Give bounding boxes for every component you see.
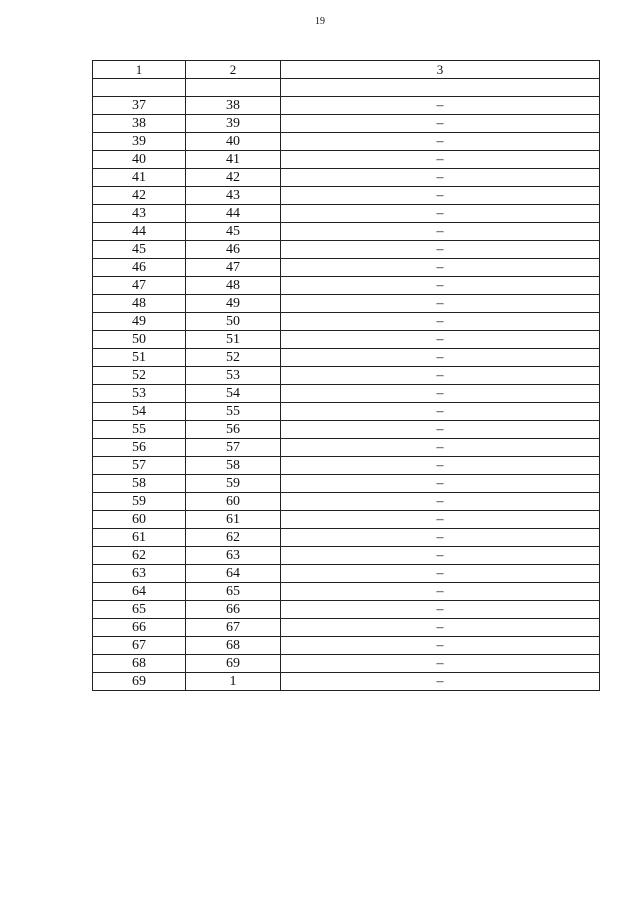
table-cell-col-2: 62 [186, 529, 281, 547]
table-row [93, 655, 600, 673]
table-cell-col-1: 55 [93, 421, 186, 439]
table-cell-col-2: 51 [186, 331, 281, 349]
column-header-2: 2 [186, 61, 281, 79]
table-cell-col-2: 67 [186, 619, 281, 637]
table-cell-col-3: – [281, 331, 600, 349]
table-cell-col-1: 44 [93, 223, 186, 241]
table-cell-col-1: 45 [93, 241, 186, 259]
table-cell-col-2: 68 [186, 637, 281, 655]
page-number: 19 [315, 16, 325, 27]
table-cell-col-2: 40 [186, 133, 281, 151]
table-row [93, 295, 600, 313]
table-row [93, 547, 600, 565]
table-cell-col-3: – [281, 547, 600, 565]
table-cell-col-2: 48 [186, 277, 281, 295]
table-row [93, 115, 600, 133]
data-table [92, 60, 600, 691]
empty-row [93, 79, 600, 97]
table-cell-col-1: 47 [93, 277, 186, 295]
table-cell-col-2: 65 [186, 583, 281, 601]
table-cell-col-1: 38 [93, 115, 186, 133]
table-cell-col-1: 65 [93, 601, 186, 619]
table-cell-col-1: 54 [93, 403, 186, 421]
header-row [93, 61, 600, 79]
table-cell-col-1: 68 [93, 655, 186, 673]
table-cell-col-1: 63 [93, 565, 186, 583]
table-cell-col-1: 49 [93, 313, 186, 331]
table-row [93, 565, 600, 583]
table-row [93, 583, 600, 601]
table-row [93, 403, 600, 421]
table-cell-col-2: 43 [186, 187, 281, 205]
table-cell-col-1: 43 [93, 205, 186, 223]
table-cell-col-3: – [281, 511, 600, 529]
table-cell-col-2: 58 [186, 457, 281, 475]
table-cell-col-1: 61 [93, 529, 186, 547]
table-row [93, 277, 600, 295]
table-cell-col-3: – [281, 601, 600, 619]
table-row [93, 349, 600, 367]
table-cell-col-2: 41 [186, 151, 281, 169]
table-row [93, 331, 600, 349]
table-cell-col-1: 39 [93, 133, 186, 151]
table-row [93, 475, 600, 493]
table-cell-col-3: – [281, 115, 600, 133]
column-header-3: 3 [281, 61, 600, 79]
table-cell-col-2: 50 [186, 313, 281, 331]
table-cell-col-1: 53 [93, 385, 186, 403]
table-cell-col-1: 64 [93, 583, 186, 601]
table-row [93, 313, 600, 331]
table-cell-col-1: 52 [93, 367, 186, 385]
table-cell-col-2: 53 [186, 367, 281, 385]
table-cell-col-2: 66 [186, 601, 281, 619]
table-cell-col-3: – [281, 529, 600, 547]
table-cell-col-2: 57 [186, 439, 281, 457]
table-cell-col-3: – [281, 403, 600, 421]
table-row [93, 511, 600, 529]
column-header-1: 1 [93, 61, 186, 79]
table-cell-col-3: – [281, 385, 600, 403]
table-row [93, 619, 600, 637]
table-cell-col-1: 60 [93, 511, 186, 529]
table-cell-col-1: 59 [93, 493, 186, 511]
table-cell-col-3: – [281, 259, 600, 277]
table-cell-col-1: 66 [93, 619, 186, 637]
table-cell-col-3: – [281, 637, 600, 655]
table-cell-col-2: 60 [186, 493, 281, 511]
table-cell-col-2: 49 [186, 295, 281, 313]
table-cell-col-2: 63 [186, 547, 281, 565]
table-cell-col-1: 51 [93, 349, 186, 367]
table-cell-col-1: 67 [93, 637, 186, 655]
table-cell-col-3: – [281, 133, 600, 151]
table-cell-col-3: – [281, 421, 600, 439]
table-cell-col-2: 56 [186, 421, 281, 439]
table-cell-col-3: – [281, 205, 600, 223]
table-cell-col-3: – [281, 97, 600, 115]
table-row [93, 187, 600, 205]
table-cell-col-3: – [281, 277, 600, 295]
table-cell-col-3: – [281, 583, 600, 601]
table-row [93, 385, 600, 403]
table-cell-col-2: 38 [186, 97, 281, 115]
table-row [93, 223, 600, 241]
empty-cell [93, 79, 186, 97]
table-row [93, 529, 600, 547]
table-cell-col-1: 46 [93, 259, 186, 277]
table-cell-col-2: 52 [186, 349, 281, 367]
table-cell-col-2: 54 [186, 385, 281, 403]
table-cell-col-2: 55 [186, 403, 281, 421]
table-cell-col-2: 69 [186, 655, 281, 673]
table-cell-col-2: 46 [186, 241, 281, 259]
table-cell-col-3: – [281, 565, 600, 583]
table-cell-col-1: 40 [93, 151, 186, 169]
table-row [93, 493, 600, 511]
table-cell-col-3: – [281, 655, 600, 673]
table-cell-col-3: – [281, 187, 600, 205]
table-row [93, 151, 600, 169]
table-cell-col-1: 41 [93, 169, 186, 187]
table-header [93, 61, 600, 79]
table-cell-col-3: – [281, 673, 600, 691]
table-row [93, 259, 600, 277]
table-cell-col-3: – [281, 223, 600, 241]
table-cell-col-3: – [281, 349, 600, 367]
empty-cell [186, 79, 281, 97]
table-cell-col-2: 45 [186, 223, 281, 241]
table-cell-col-1: 62 [93, 547, 186, 565]
table-cell-col-2: 61 [186, 511, 281, 529]
table-cell-col-1: 37 [93, 97, 186, 115]
table-cell-col-1: 57 [93, 457, 186, 475]
table-cell-col-2: 1 [186, 673, 281, 691]
empty-cell [281, 79, 600, 97]
table-cell-col-2: 42 [186, 169, 281, 187]
table-cell-col-3: – [281, 313, 600, 331]
table-cell-col-3: – [281, 367, 600, 385]
table-cell-col-2: 59 [186, 475, 281, 493]
table-cell-col-3: – [281, 169, 600, 187]
table-row [93, 457, 600, 475]
table-body [93, 79, 600, 691]
table-row [93, 421, 600, 439]
table-row [93, 241, 600, 259]
table-cell-col-3: – [281, 457, 600, 475]
table-row [93, 673, 600, 691]
table-row [93, 439, 600, 457]
table-cell-col-3: – [281, 493, 600, 511]
table-cell-col-1: 42 [93, 187, 186, 205]
table-cell-col-2: 44 [186, 205, 281, 223]
table-row [93, 97, 600, 115]
table-cell-col-3: – [281, 241, 600, 259]
table-row [93, 133, 600, 151]
table-cell-col-3: – [281, 619, 600, 637]
table-cell-col-3: – [281, 295, 600, 313]
table-row [93, 169, 600, 187]
table-row [93, 367, 600, 385]
table-cell-col-3: – [281, 475, 600, 493]
table-cell-col-1: 50 [93, 331, 186, 349]
table-cell-col-2: 64 [186, 565, 281, 583]
table-cell-col-3: – [281, 439, 600, 457]
table-cell-col-2: 47 [186, 259, 281, 277]
table-cell-col-1: 69 [93, 673, 186, 691]
table-row [93, 205, 600, 223]
table-row [93, 601, 600, 619]
table-cell-col-1: 58 [93, 475, 186, 493]
table-cell-col-1: 48 [93, 295, 186, 313]
table-row [93, 637, 600, 655]
table-cell-col-2: 39 [186, 115, 281, 133]
table-cell-col-1: 56 [93, 439, 186, 457]
table-cell-col-3: – [281, 151, 600, 169]
